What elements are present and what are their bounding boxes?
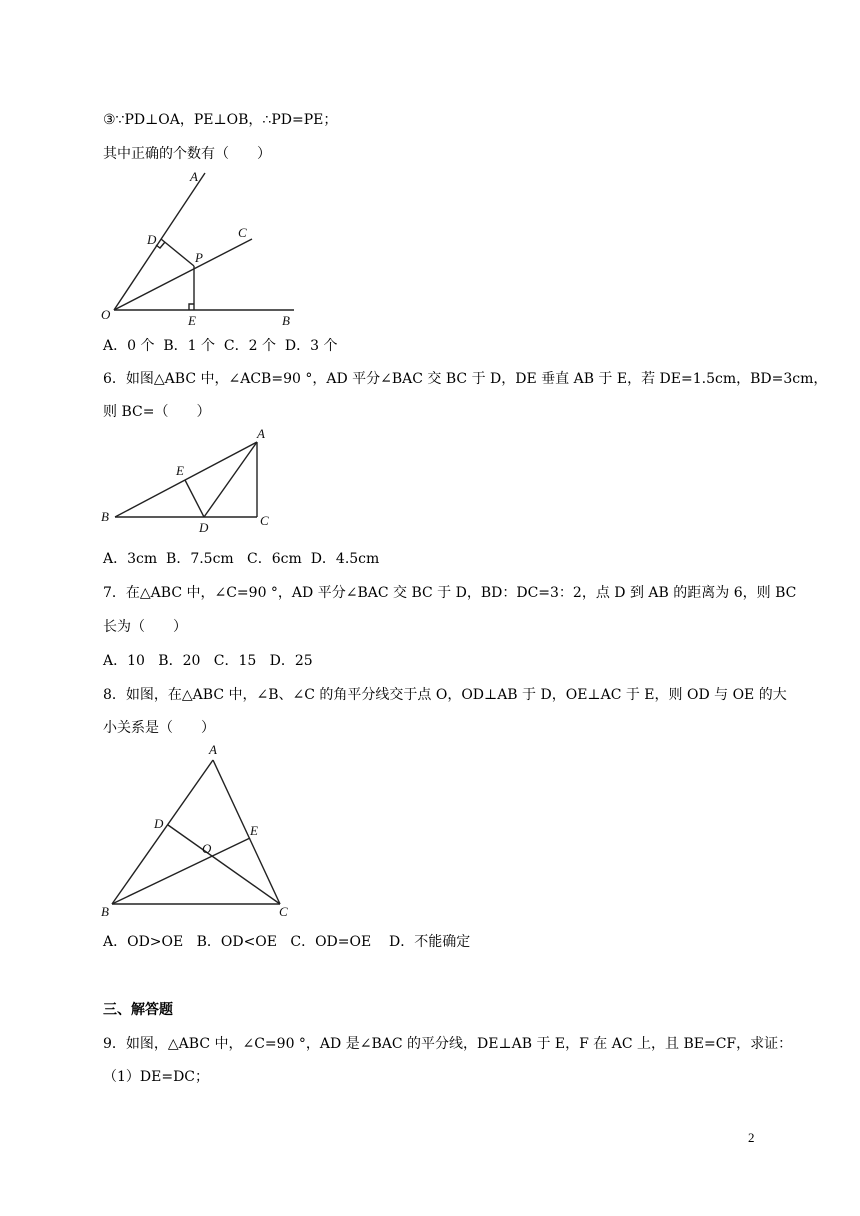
q8-figure: [98, 740, 298, 922]
label-C: C: [279, 904, 288, 919]
q7-line-1: 7．在△ABC 中，∠C=90 °，AD 平分∠BAC 交 BC 于 D，BD：DC=3：2，点 D 到 AB 的距离为 6，则 BC: [103, 585, 797, 601]
label-E: E: [188, 313, 196, 328]
label-B: B: [101, 509, 109, 524]
q5-figure: [98, 167, 298, 329]
q8-options: A．OD>OE B．OD<OE C．OD=OE D．不能确定: [103, 934, 471, 950]
q8-line-2: 小关系是（ ）: [103, 720, 215, 736]
label-E: E: [250, 823, 258, 838]
q5-statement-3: ③∵PD⊥OA，PE⊥OB，∴PD=PE；: [103, 112, 338, 128]
q8-line-1: 8．如图，在△ABC 中，∠B、∠C 的角平分线交于点 O，OD⊥AB 于 D，OE⊥AC 于 E，则 OD 与 OE 的大: [103, 687, 787, 703]
q9-line-2: （1）DE=DC；: [103, 1069, 210, 1085]
q5-prompt: 其中正确的个数有（ ）: [103, 146, 271, 162]
q7-line-2: 长为（ ）: [103, 619, 187, 635]
triangle-bisectors-diagram: [98, 740, 298, 922]
q9-line-1: 9．如图，△ABC 中，∠C=90 °，AD 是∠BAC 的平分线，DE⊥AB 于 E，F 在 AC 上，且 BE=CF，求证：: [103, 1036, 793, 1052]
label-P: P: [195, 250, 203, 265]
label-O: O: [101, 307, 111, 322]
q6-line-1: 6．如图△ABC 中，∠ACB=90 °，AD 平分∠BAC 交 BC 于 D，DE 垂直 AB 于 E，若 DE=1.5cm，BD=3cm，: [103, 371, 828, 387]
label-A: A: [209, 742, 217, 757]
label-A: A: [190, 169, 198, 184]
label-D: D: [199, 520, 209, 535]
page-number: 2: [748, 1130, 755, 1145]
section-title: 三、解答题: [103, 1002, 173, 1018]
q6-options: A．3cm B．7.5cm C．6cm D．4.5cm: [103, 551, 380, 567]
right-triangle-diagram: [98, 425, 278, 535]
label-E: E: [176, 463, 184, 478]
label-B: B: [282, 313, 290, 328]
label-A: A: [257, 426, 265, 441]
label-D: D: [147, 232, 157, 247]
label-C: C: [260, 513, 269, 528]
label-O: O: [202, 841, 212, 856]
label-D: D: [154, 816, 164, 831]
q7-options: A．10 B．20 C．15 D．25: [103, 653, 313, 669]
q6-figure: [98, 425, 278, 535]
q5-options: A．0 个 B．1 个 C．2 个 D．3 个: [103, 338, 338, 354]
label-C: C: [238, 225, 247, 240]
q6-line-2: 则 BC=（ ）: [103, 404, 211, 420]
angle-bisector-diagram: [98, 167, 298, 329]
label-B: B: [101, 904, 109, 919]
